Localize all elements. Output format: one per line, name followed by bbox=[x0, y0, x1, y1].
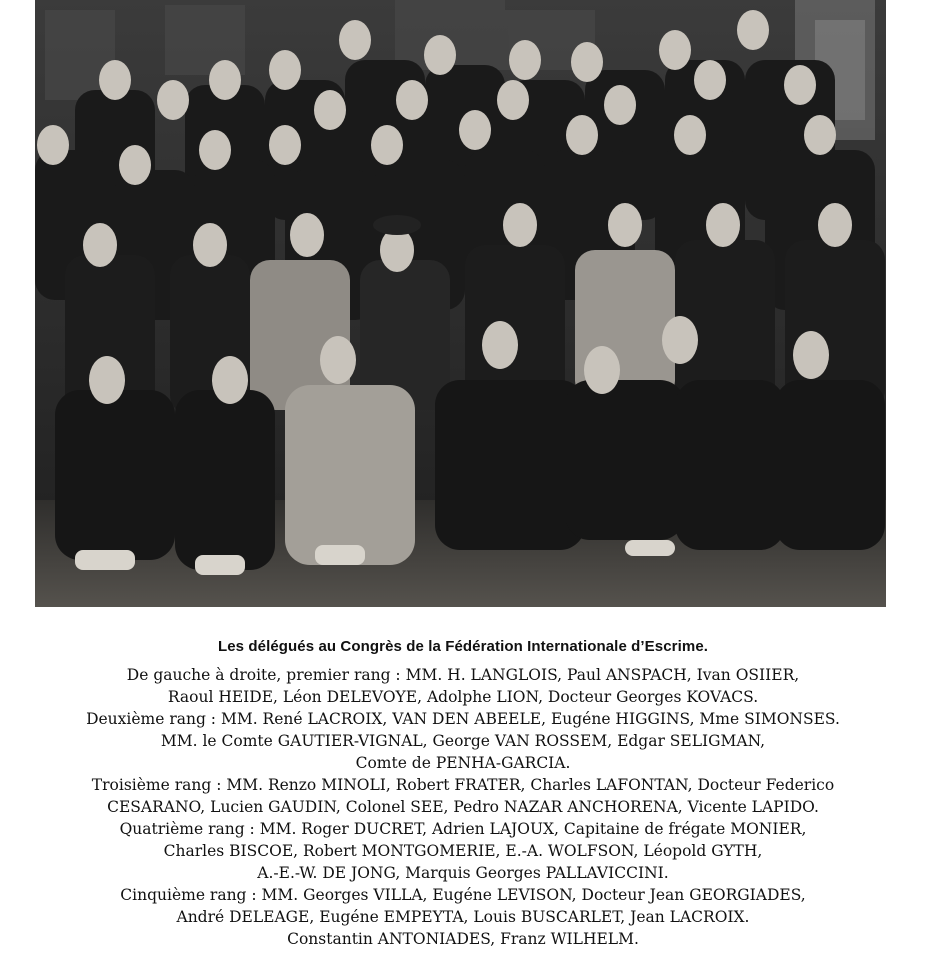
caption-line-8: Quatrième rang : MM. Roger DUCRET, Adrien LAJOUX, Capitaine de frégate MONIER, bbox=[119, 820, 807, 838]
caption-line-12: André DELEAGE, Eugéne EMPEYTA, Louis BUSCARLET, Jean LACROIX. bbox=[176, 908, 750, 926]
caption-line-9: Charles BISCOE, Robert MONTGOMERIE, E.-A. WOLFSON, Léopold GYTH, bbox=[163, 842, 763, 860]
caption-line-4: MM. le Comte GAUTIER-VIGNAL, George VAN ROSSEM, Edgar SELIGMAN, bbox=[160, 732, 766, 750]
caption-line-13: Constantin ANTONIADES, Franz WILHELM. bbox=[287, 930, 639, 948]
caption-line-1: De gauche à droite, premier rang : MM. H. LANGLOIS, Paul ANSPACH, Ivan OSIIER, bbox=[126, 666, 800, 684]
caption-body bbox=[0, 664, 926, 950]
caption-title: Les délégués au Congrès de la Fédération Internationale d’Escrime. bbox=[217, 638, 709, 655]
caption-line-5: Comte de PENHA-GARCIA. bbox=[355, 754, 571, 772]
caption-line-7: CESARANO, Lucien GAUDIN, Colonel SEE, Pedro NAZAR ANCHORENA, Vicente LAPIDO. bbox=[107, 798, 819, 816]
group-photograph bbox=[35, 0, 886, 607]
caption-line-3: Deuxième rang : MM. René LACROIX, VAN DEN ABEELE, Eugéne HIGGINS, Mme SIMONSES. bbox=[86, 710, 840, 728]
caption-line-2: Raoul HEIDE, Léon DELEVOYE, Adolphe LION, Docteur Georges KOVACS. bbox=[167, 688, 759, 706]
caption-line-11: Cinquième rang : MM. Georges VILLA, Eugéne LEVISON, Docteur Jean GEORGIADES, bbox=[120, 886, 806, 904]
caption-line-6: Troisième rang : MM. Renzo MINOLI, Robert FRATER, Charles LAFONTAN, Docteur Federico bbox=[91, 776, 835, 794]
caption-line-10: A.-E.-W. DE JONG, Marquis Georges PALLAVICCINI. bbox=[257, 864, 669, 882]
group-photograph-illustration bbox=[35, 0, 886, 607]
